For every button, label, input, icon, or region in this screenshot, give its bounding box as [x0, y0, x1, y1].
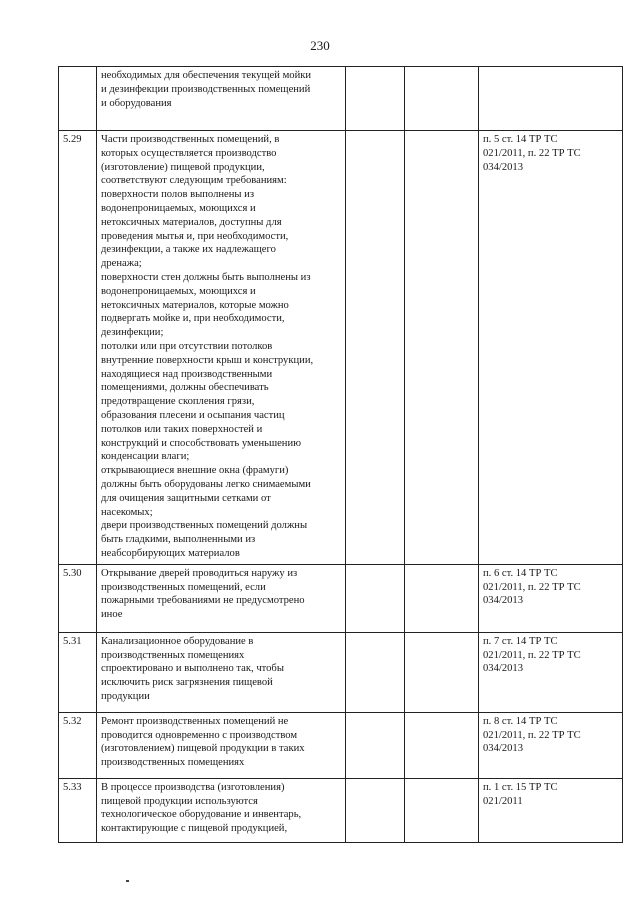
row-number: 5.31	[59, 632, 97, 712]
empty-cell	[405, 67, 479, 131]
empty-cell	[405, 778, 479, 842]
empty-cell	[405, 131, 479, 565]
empty-cell	[346, 778, 405, 842]
empty-cell	[405, 632, 479, 712]
requirement-text: Открывание дверей проводиться наружу из производственных помещений, если пожарными требованиями не предусмотрено иное	[97, 564, 346, 632]
regulation-reference: п. 7 ст. 14 ТР ТС 021/2011, п. 22 ТР ТС 034/2013	[479, 632, 623, 712]
table-row	[59, 778, 623, 842]
table-row	[59, 131, 623, 565]
empty-cell	[346, 712, 405, 778]
empty-cell	[346, 67, 405, 131]
empty-cell	[346, 564, 405, 632]
empty-cell	[346, 632, 405, 712]
regulation-reference: п. 8 ст. 14 ТР ТС 021/2011, п. 22 ТР ТС 034/2013	[479, 712, 623, 778]
page-number: 230	[310, 38, 330, 53]
empty-cell	[346, 131, 405, 565]
table-row	[59, 564, 623, 632]
regulation-reference: п. 1 ст. 15 ТР ТС 021/2011	[479, 778, 623, 842]
row-number: 5.30	[59, 564, 97, 632]
regulation-reference	[479, 67, 623, 131]
table-row	[59, 67, 623, 131]
table-row	[59, 712, 623, 778]
regulation-reference: п. 6 ст. 14 ТР ТС 021/2011, п. 22 ТР ТС 034/2013	[479, 564, 623, 632]
requirement-text: Части производственных помещений, в которых осуществляется производство (изготовление) пищевой продукции, соответствуют следующим требованиям: поверхности полов выполнены из водонепроницаемых, моющихся и нетоксичных материалов, доступны для проведения мытья и, при необходимости, дезинфекции, а также их надлежащего дренажа; поверхности стен должны быть выполнены из водонепроницаемых, моющихся и нетоксичных материалов, которые можно подвергать мойке и, при необходимости, дезинфекции; потолки или при отсутствии потолков внутренние поверхности крыш и конструкции, находящиеся над производственными помещениями, должны обеспечивать предотвращение скопления грязи, образования плесени и осыпания частиц потолков или таких поверхностей и конструкций и способствовать уменьшению конденсации влаги; открывающиеся внешние окна (фрамуги) должны быть оборудованы легко снимаемыми для очищения защитными сетками от насекомых; двери производственных помещений должны быть гладкими, выполненными из неабсорбирующих материалов	[97, 131, 346, 565]
empty-cell	[405, 564, 479, 632]
requirement-text: В процессе производства (изготовления) пищевой продукции используются технологическое оборудование и инвентарь, контактирующие с пищевой продукцией,	[97, 778, 346, 842]
requirement-text: Ремонт производственных помещений не проводится одновременно с производством (изготовлением) пищевой продукции в таких производственных помещениях	[97, 712, 346, 778]
table-row	[59, 632, 623, 712]
requirement-text: необходимых для обеспечения текущей мойки и дезинфекции производственных помещений и оборудования	[97, 67, 346, 131]
regulation-reference: п. 5 ст. 14 ТР ТС 021/2011, п. 22 ТР ТС 034/2013	[479, 131, 623, 565]
empty-cell	[405, 712, 479, 778]
requirements-table	[58, 66, 623, 843]
row-number: 5.33	[59, 778, 97, 842]
row-number	[59, 67, 97, 131]
row-number: 5.32	[59, 712, 97, 778]
row-number: 5.29	[59, 131, 97, 565]
requirement-text: Канализационное оборудование в производственных помещениях спроектировано и выполнено так, чтобы исключить риск загрязнения пищевой продукции	[97, 632, 346, 712]
scan-mark	[126, 880, 129, 882]
